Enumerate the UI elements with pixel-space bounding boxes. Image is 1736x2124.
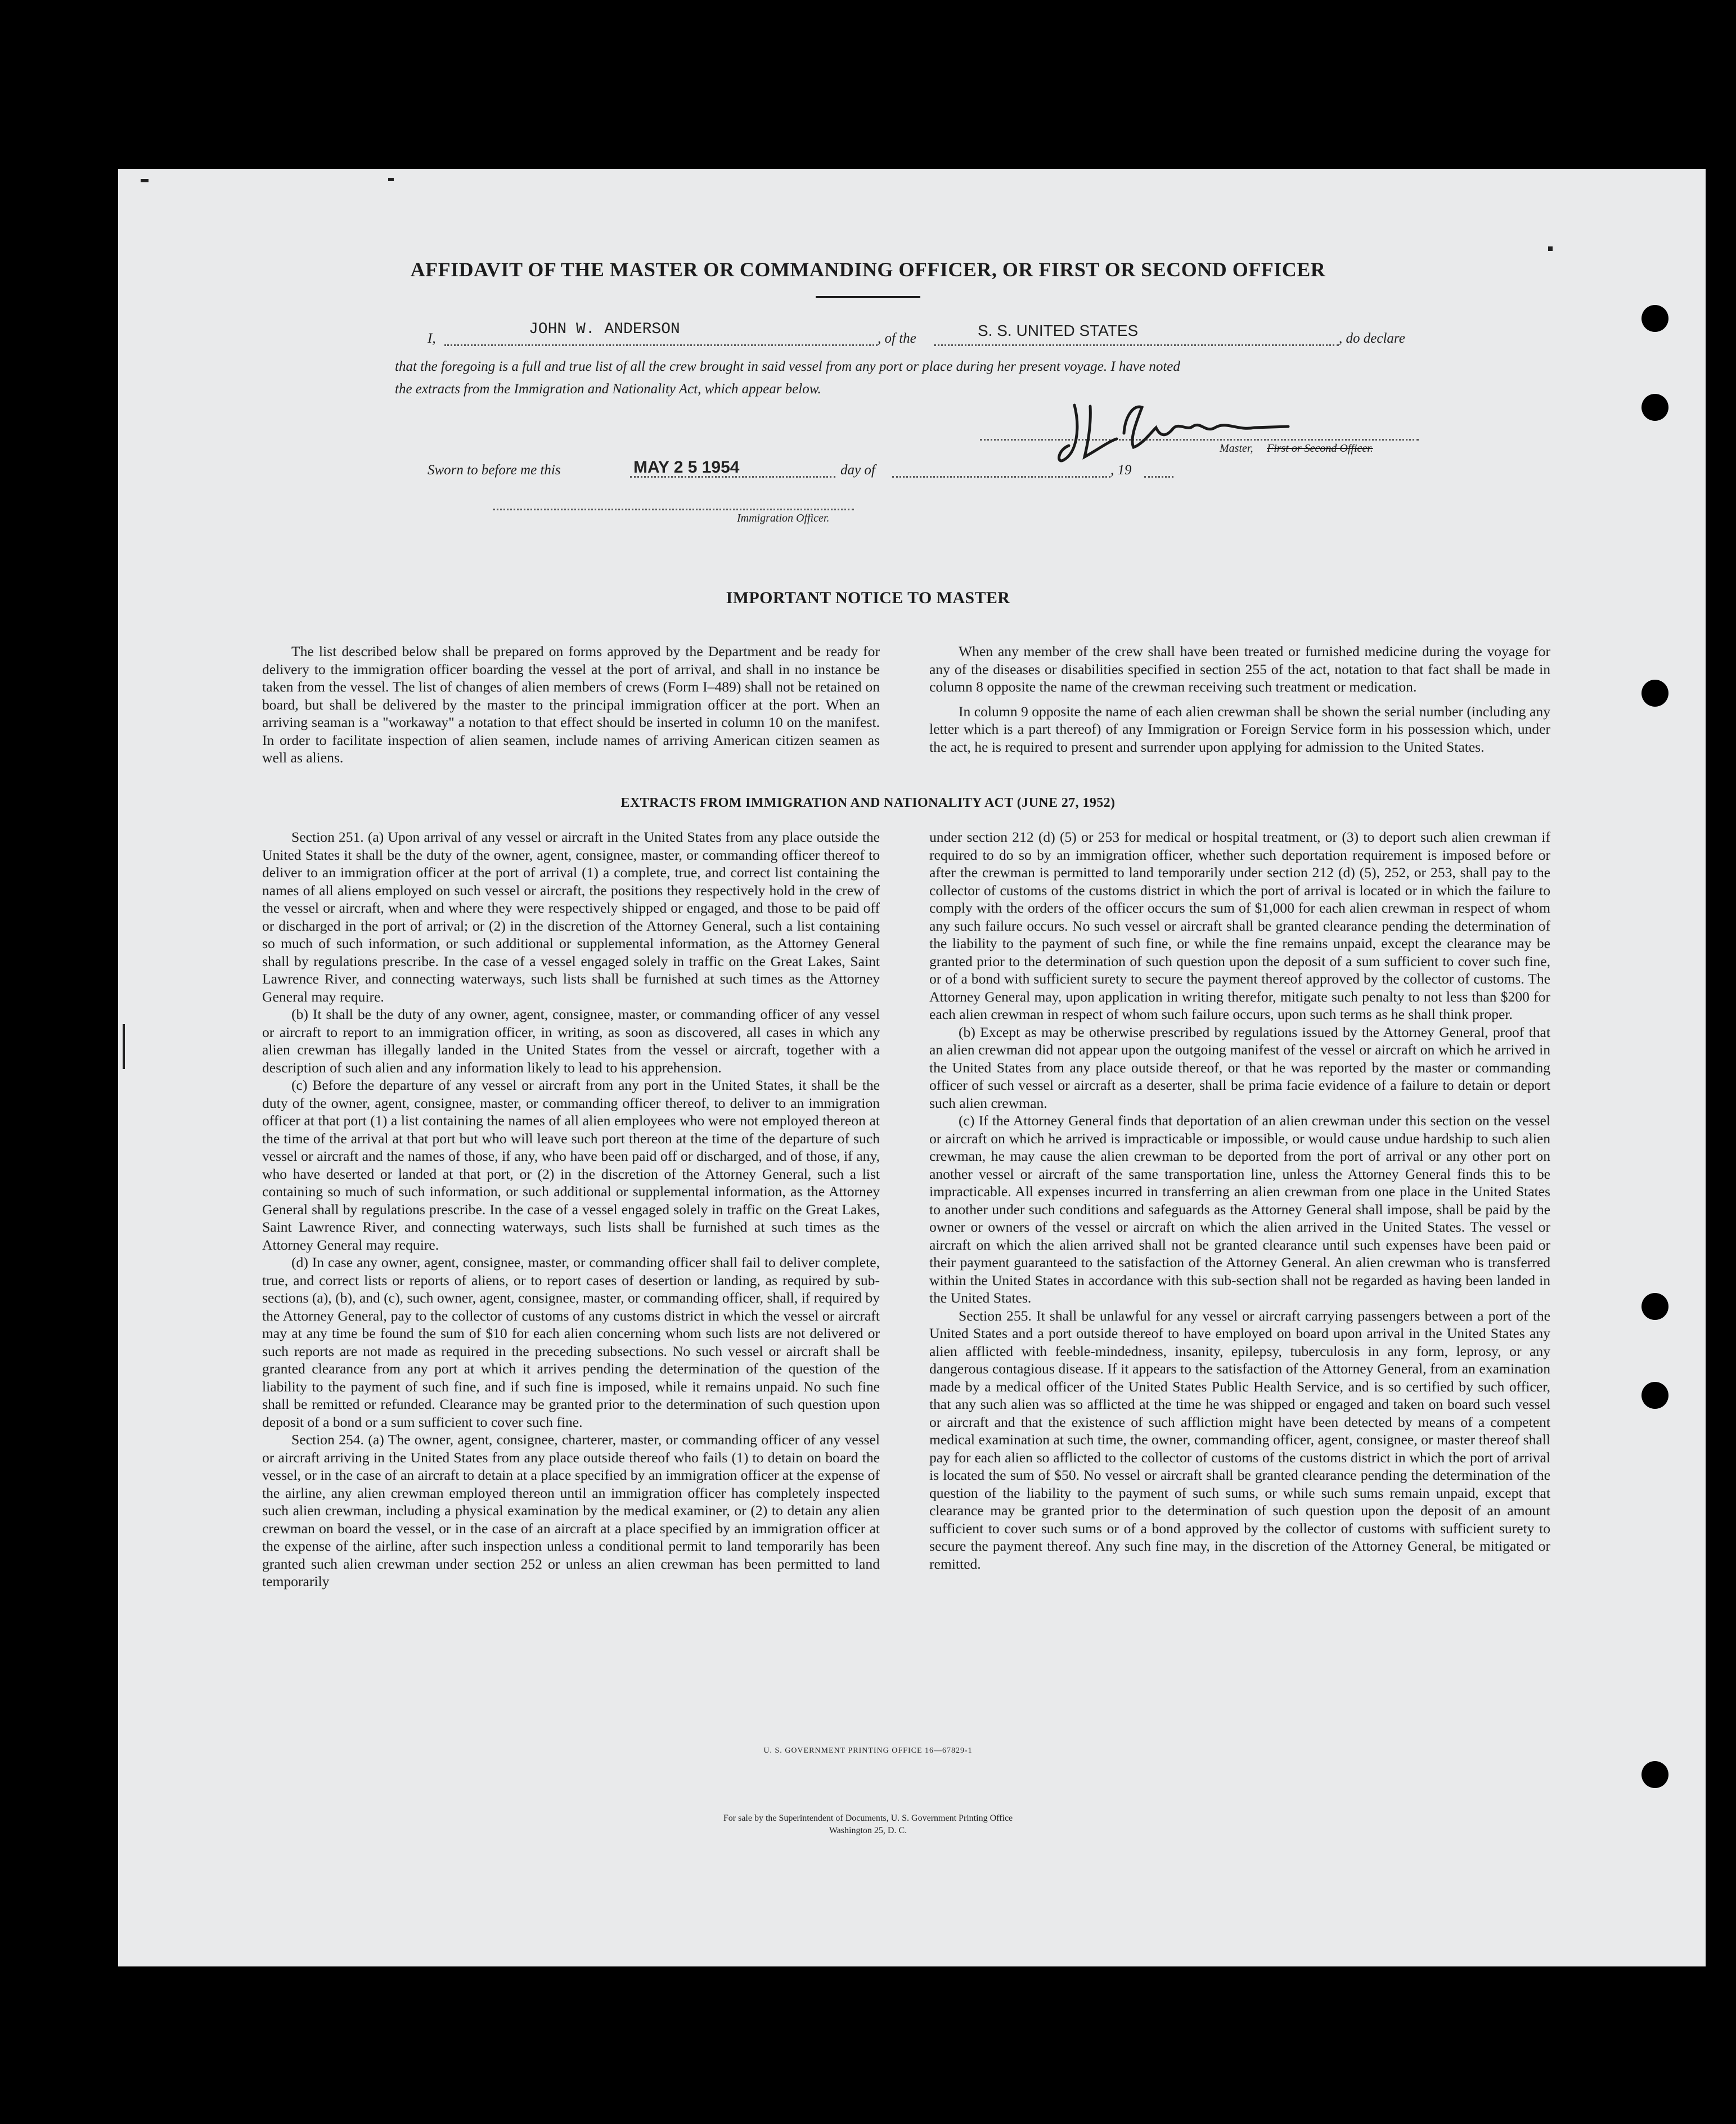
sale-line-2: Washington 25, D. C. — [829, 1826, 907, 1835]
section-254-b: (b) Except as may be otherwise prescribed by regulations issued by the Attorney General, proof that an alien crewman did not appear upon the outgoing manifest of the vessel or aircraft on which he arrived in the United States from any place outside thereof, or that he was reported by the master or commanding officer of such vessel or aircraft as a deserter, shall be prima facie evidence of a failure to detain or deport such alien crewman. — [929, 1023, 1550, 1111]
notice-left-column — [262, 643, 880, 767]
section-254-a-continued: under section 212 (d) (5) or 253 for medical or hospital treatment, or (3) to deport such alien crewman if required to do so by an immigration officer, whether such deportation requirement is imposed before or after the crewman is permitted to land temporarily under section 212 (d) (5), 252, or 253, shall pay to the collector of customs of the customs district in which the port of arrival is located or in which the failure to comply with the orders of the officer occurs the sum of $1,000 for each alien crewman in respect of whom any such failure occurs. No such vessel or aircraft shall be granted clearance pending the determination of the liability to the payment of such fine, or while the fine remains unpaid, except the clearance may be granted prior to the determination of such question upon the deposit of a sum sufficient to cover such fine, or of a bond with sufficient surety to secure the payment thereof approved by the collector of customs. The Attorney General may, upon application in writing therefor, mitigate such penalty to not less than $200 for each alien crewman in respect of whom such failure occurs, upon such terms as he shall think proper. — [929, 829, 1550, 1022]
vessel-blank — [934, 344, 1339, 346]
day-of-label: day of — [840, 462, 875, 478]
month-blank — [892, 476, 1110, 478]
master-label: Master, — [1220, 442, 1253, 455]
punch-hole — [1641, 394, 1668, 421]
scan-speck — [141, 179, 149, 182]
notice-right-paragraph-1: When any member of the crew shall have been treated or furnished medicine during the voyage for any of the diseases or disabilities specified in section 255 of the act, notation to that fact shall be made in column 8 opposite the name of the crewman receiving such treatment or medication. — [929, 643, 1550, 695]
title-divider — [816, 296, 920, 298]
section-254-c: (c) If the Attorney General finds that deportation of an alien crewman under this section on the vessel or aircraft on which he arrived is impracticable or impossible, or would cause undue hardship to such alien crewman, he may cause the alien crewman to be deported from the port of arrival or any other port on another vessel or aircraft of the same transportation line, unless the Attorney General finds this to be impracticable. All expenses incurred in transferring an alien crewman from one place in the United States to another under such conditions and safeguards as the Attorney General shall impose, shall be paid by the owner or owners of the vessel or aircraft on which the alien arrived in the United States. The vessel or aircraft on which the alien arrived shall not be granted clearance until such expenses have been paid or their payment guaranteed to the satisfaction of the Attorney General. An alien crewman who is transferred within the United States in accordance with this sub-section shall not be regarded as having been landed in the United States. — [929, 1112, 1550, 1306]
section-254-a: Section 254. (a) The owner, agent, consignee, charterer, master, or commanding officer of any vessel or aircraft arriving in the United States from any place outside thereof who fails (1) to detain on board the vessel, or in the case of an aircraft to detain at a place specified by an immigration officer at the expense of the airline, any alien crewman employed thereon until an immigration officer has completely inspected such alien crewman, including a physical examination by the medical examiner, or (2) to detain any alien crewman on board the vessel, or in the case of an aircraft at a place specified by an immigration officer at the expense of the airline, after such inspection unless a conditional permit to land temporarily has been granted such alien crewman under section 252 or unless an alien crewman has been permitted to land temporarily — [262, 1431, 880, 1589]
i-label: I, — [428, 331, 436, 346]
of-the-label: , of the — [878, 331, 916, 346]
name-blank — [444, 344, 878, 346]
notice-right-paragraph-2: In column 9 opposite the name of each alien crewman shall be shown the serial number (including any letter which is a part thereof) of any Immigration or Foreign Service form in his possession which, under the act, he is required to present and surrender upon applying for admission to the United States. — [929, 703, 1550, 755]
vessel-name: S. S. UNITED STATES — [978, 322, 1139, 339]
struck-officer-label: First or Second Officer. — [1267, 442, 1373, 455]
punch-hole — [1641, 680, 1668, 707]
sworn-date-stamp: MAY 2 5 1954 — [633, 458, 740, 477]
punch-hole — [1641, 1293, 1668, 1320]
notice-title: IMPORTANT NOTICE TO MASTER — [726, 589, 1010, 607]
section-251-d: (d) In case any owner, agent, consignee, master, or commanding officer shall fail to deliver complete, true, and correct lists or reports of aliens, or to report cases of desertion or landing, as required by sub-sections (a), (b), and (c), such owner, agent, consignee, master, or commanding officer, shall, if required by the Attorney General, pay to the collector of customs of any customs district in which the vessel or aircraft may at any time be found the sum of $10 for each alien concerning whom such lists are not delivered or such reports are not made as required in the preceding subsections. No such vessel or aircraft shall be granted clearance from any port at which it arrives pending the determination of the question of the liability to the payment of such fine, and if such fine is imposed, while it remains unpaid. No such fine shall be remitted or refunded. Clearance may be granted prior to the determination of such question upon deposit of a bond or a sum sufficient to cover such fine. — [262, 1254, 880, 1430]
year-blank — [1144, 476, 1173, 478]
declarant-name: JOHN W. ANDERSON — [529, 321, 680, 338]
do-declare-label: , do declare — [1339, 331, 1405, 346]
punch-hole — [1641, 1761, 1668, 1788]
year-prefix: , 19 — [1110, 462, 1132, 478]
master-signature — [1058, 394, 1294, 473]
notice-right-column — [929, 643, 1550, 756]
extracts-left-column — [262, 828, 880, 1591]
punch-hole — [1641, 1382, 1668, 1409]
section-251-c: (c) Before the departure of any vessel or aircraft from any port in the United States, it shall be the duty of the owner, agent, consignee, master, or commanding officer thereof, to deliver to an immigration officer at that port (1) a list containing the names of all alien employees who were not employed thereon at the time of the arrival at that port but who will leave such port thereon at the time of the departure of such vessel or aircraft and the names of those, if any, who have been paid off or discharged, and of those, if any, who have deserted or landed at that port, or (2) in the discretion of the Attorney General, such a list containing so much of such information, or such additional or supplemental information, as the Attorney General shall by regulations prescribe. In the case of a vessel engaged solely in traffic on the Great Lakes, Saint Lawrence River, and connecting waterways, such lists shall be furnished at such times as the Attorney General may require. — [262, 1077, 880, 1253]
scan-speck — [123, 1024, 125, 1069]
sale-line-1: For sale by the Superintendent of Documents, U. S. Government Printing Office — [723, 1813, 1013, 1823]
statement-line-2: the extracts from the Immigration and Nationality Act, which appear below. — [395, 381, 821, 397]
statement-line-1: that the foregoing is a full and true list of all the crew brought in said vessel from any port or place during her present voyage. I have noted — [395, 359, 1180, 374]
section-251-b: (b) It shall be the duty of any owner, agent, consignee, master, or commanding officer of any vessel or aircraft to report to an immigration officer, in writing, as soon as discovered, all cases in which any alien crewman has illegally landed in the United States from the vessel or aircraft, together with a description of such alien and any information likely to lead to his apprehension. — [262, 1006, 880, 1076]
gpo-mark: U. S. GOVERNMENT PRINTING OFFICE 16—67829-1 — [763, 1746, 973, 1755]
scan-speck — [1548, 246, 1553, 251]
sworn-label: Sworn to before me this — [428, 462, 561, 478]
immigration-officer-label: Immigration Officer. — [737, 512, 830, 524]
notice-left-paragraph: The list described below shall be prepared on forms approved by the Department and be ready for delivery to the immigration officer boarding the vessel at the port of arrival, and shall in no instance be taken from the vessel. The list of changes of alien members of crews (Form I–489) shall not be retained on board, but shall be delivered by the master to the principal immigration officer at the port. When an arriving seaman is a "workaway" a notation to that effect should be inserted in column 10 on the manifest. In order to facilitate inspection of alien seamen, include names of arriving American citizen seamen as well as aliens. — [262, 643, 880, 766]
scan-speck — [388, 178, 394, 181]
section-255: Section 255. It shall be unlawful for any vessel or aircraft carrying passengers between a port of the United States and a port outside thereof to have employed on board upon arrival in the United States any alien afflicted with feeble-mindedness, insanity, epilepsy, tuberculosis in any form, leprosy, or any dangerous contagious disease. If it appears to the satisfaction of the Attorney General, from an examination made by a medical officer of the United States Public Health Service, and is so certified by such officer, that any such alien was so afflicted at the time he was shipped or engaged and taken on board such vessel or aircraft and that the existence of such affliction might have been detected by means of a competent medical examination at such time, the owner, commanding officer, agent, consignee, or master thereof shall pay for each alien so afflicted to the collector of customs of the customs district in which the port of arrival is located the sum of $50. No vessel or aircraft shall be granted clearance pending the determination of the question of the liability to the payment of such sums, or while such sums remain unpaid, except that clearance may be granted prior to the determination of such question upon the deposit of an amount sufficient to cover such sums or of a bond approved by the collector of customs with sufficient surety to secure the payment thereof. Any such fine may, in the discretion of the Attorney General, be mitigated or remitted. — [929, 1307, 1550, 1572]
officer-signature-line — [493, 509, 854, 510]
section-251-a: Section 251. (a) Upon arrival of any vessel or aircraft in the United States from any place outside the United States it shall be the duty of the owner, agent, consignee, master, or commanding officer thereof to deliver to an immigration officer at the port of arrival (1) a complete, true, and correct list containing the names of all aliens employed on such vessel or aircraft, the positions they respectively hold in the crew of the vessel or aircraft, when and where they were respectively shipped or engaged, and those to be paid off or discharged in the port of arrival; or (2) in the discretion of the Attorney General, such a list containing so much of such information, or such additional or supplemental information, as the Attorney General shall by regulations prescribe. In the case of a vessel engaged solely in traffic on the Great Lakes, Saint Lawrence River, and connecting waterways, such lists shall be furnished at such times as the Attorney General may require. — [262, 829, 880, 1005]
extracts-title: EXTRACTS FROM IMMIGRATION AND NATIONALITY ACT (JUNE 27, 1952) — [620, 796, 1116, 810]
affidavit-title: AFFIDAVIT OF THE MASTER OR COMMANDING OFFICER, OR FIRST OR SECOND OFFICER — [410, 258, 1326, 281]
punch-hole — [1641, 305, 1668, 332]
extracts-right-column — [929, 828, 1550, 1573]
